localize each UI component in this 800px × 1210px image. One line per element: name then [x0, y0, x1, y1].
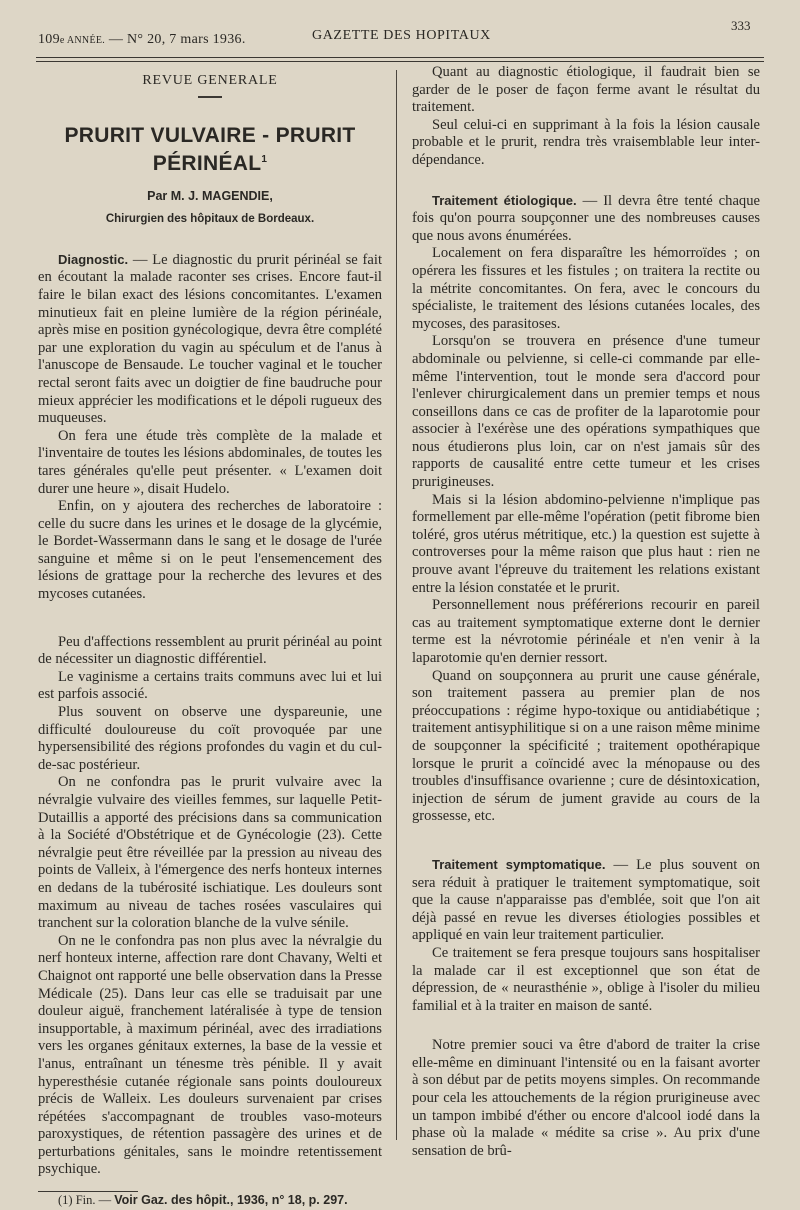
section-heading-symptomatique: Traitement symptomatique. [432, 856, 606, 872]
section-heading-diagnostic: Diagnostic. [58, 251, 129, 267]
footnote-mark: (1) Fin. — [58, 1193, 112, 1208]
paragraph [412, 192, 760, 246]
paragraph: Plus souvent on observe une dyspareunie, une difficulté douloureuse du coït provoquée par une hypersensibilité des régions profondes du vagin et du cul-de-sac postérieur. [38, 704, 382, 773]
paragraph: Le vaginisme a certains traits communs avec lui et lui est parfois associé. [38, 668, 382, 703]
year-number: 109 [38, 32, 60, 47]
paragraph: Enfin, on y ajoutera des recherches de laboratoire : celle du sucre dans les urines et le dosage de la glycémie, le Bordet-Wassermann dans le sang et le dosage de l'urée sanguine et même si on le peut l'ensemencement des lésions de grattage pour la recherche des levures et des mycoses cutanées. [38, 498, 382, 603]
column-divider [396, 70, 397, 1140]
paragraph: On fera une étude très complète de la malade et l'inventaire de toutes les lésions abdominales, de toutes les tares générales qu'elle peut présenter. « L'examen doit durer une heure », disait Hudelo. [38, 427, 382, 497]
paragraph: Seul celui-ci en supprimant à la fois la lésion causale probable et le prurit, rendra très vraisemblable leur inter-dépendance. [412, 116, 760, 168]
issue-date: — N° 20, 7 mars 1936. [108, 32, 246, 47]
paragraph-text: — Il devra être tenté chaque fois qu'on pourra soupçonner une des nombreuses causes que nous avons énumérées. [412, 192, 760, 244]
page-header [0, 0, 800, 60]
paragraph: Lorsqu'on se trouvera en présence d'une tumeur abdominale ou pelvienne, si celle-ci commande par elle-même l'intervention, tout le monde sera d'accord pour l'enlever chirurgicalement dans un premier temps et nous conseillons dans ce cas de profiter de la laparotomie pour associer à l'exérèse une des opérations sympathiques que nous étudierons plus loin, car on n'est jamais sûr des rapports de causalité entre cette tumeur et les crises prurigineuses. [412, 333, 760, 491]
paragraph: On ne le confondra pas non plus avec la névralgie du nerf honteux interne, affection rare dont Chavany, Welti et Chaignot ont rapporté une belle observation dans la Presse Médicale (25). Dans leur cas elle se traduisait par une douleur aiguë, franchement latéralisée à type de tension insupportable, à maximum périnéal, avec des irradiations vers les organes génitaux externes, la base de la vessie et l'anus, entraînant un ténesme très pénible. Il y avait hyperesthésie cutanée régionale sans points douloureux précis de Walleix. Les douleurs survenaient par crises répétées s'accompagnant de troubles vaso-moteurs paroxystiques, de rétention passagère des urines et de perturbations génitales, sans le moindre retentissement psychique. [38, 932, 382, 1178]
journal-title: GAZETTE DES HOPITAUX [312, 28, 491, 43]
article-title-text: PRURIT VULVAIRE - PRURIT PÉRINÉAL [64, 123, 356, 175]
paragraph: Notre premier souci va être d'abord de traiter la crise elle-même en diminuant l'intensité ou en la faisant avorter à son début par de petits moyens simples. On recommande pour cela les attouchements de la région prurigineuse avec un tampon imbibé d'éther ou encore d'alcool iodé dans la phase où la malade « médite sa crise ». Au prix d'une sensation de brû- [412, 1037, 760, 1159]
left-column [38, 70, 382, 1210]
paragraph: Quand on soupçonnera au prurit une cause générale, son traitement passera au premier plan de nos préoccupations : régime hypo-toxique ou antidiabétique ; traitement antisyphilitique si on a une raison même minime de soupçonner la spécificité ; traitement opothérapique lorsque le prurit a coïncidé avec la ménopause ou des troubles d'insuffisance ovarienne ; cure de désintoxication, injection de sérum de jument gravide au cours de la grossesse, etc. [412, 667, 760, 825]
paragraph-text: — Le diagnostic du prurit périnéal se fait en écoutant la malade raconter ses crises. Encore faut-il faire le bilan exact des lésions concomitantes. L'examen minutieux fait en pleine lumière de la région périnéale, après mise en position gynécologique, devra être complété par une exploration du vagin au spéculum et de l'anus à l'anuscope de Bensaude. Le toucher vaginal et le toucher rectal seront faits avec un doigtier de fine baudruche pour mieux apprécier les modifications et le dépoli rugueux des muqueuses. [38, 251, 382, 427]
article-title [38, 124, 382, 176]
issue-info [38, 32, 246, 48]
footnote-reference: Voir Gaz. des hôpit., 1936, n° 18, p. 297. [114, 1193, 348, 1208]
paragraph [38, 251, 382, 428]
paragraph: Localement on fera disparaître les hémorroïdes ; on opérera les fissures et les fistules ; on traitera la rectite ou la métrite concomitantes. On fera, avec le concours du spécialiste, le traitement des lésions cutanées locales, des mycoses, des parasitoses. [412, 245, 760, 332]
paragraph: Quant au diagnostic étiologique, il faudrait bien se garder de le poser de façon ferme avant le résultat du traitement. [412, 64, 760, 116]
header-rule [36, 57, 764, 58]
paragraph: Personnellement nous préférerions recourir en pareil cas au traitement symptomatique externe dont le dernier terme est la névrotomie périnéale et n'en venir à la laparotomie qu'en dernier ressort. [412, 597, 760, 666]
paragraph: Mais si la lésion abdomino-pelvienne n'implique pas formellement par elle-même l'opération (petit fibrome bien toléré, gros utérus métritique, etc.) la question est sujette à controverses pour la même raison que plus haut : rien ne prouve avant l'épreuve du traitement les relations existant entre la lésion constatée et le prurit. [412, 491, 760, 596]
right-column [412, 64, 760, 1160]
page-number: 333 [731, 18, 751, 33]
footnote [38, 1192, 382, 1210]
section-rule [198, 96, 222, 98]
author: Par M. J. MAGENDIE, [147, 188, 273, 203]
header-rule-thin [36, 61, 764, 62]
affiliation: Chirurgien des hôpitaux de Bordeaux. [105, 213, 315, 226]
paragraph [412, 856, 760, 945]
paragraph: On ne confondra pas le prurit vulvaire avec la névralgie vulvaire des vieilles femmes, sur laquelle Petit-Dutaillis a apporté des précisions dans sa communication à la Société d'Obstétrique et de Gynécologie (23). Cette névralgie peut être réveillée par la pression au niveau des points de Valleix, à l'émergence des nerfs honteux internes en dedans de la tubérosité ischiatique. Les douleurs sont maximum au niveau de taches rosées vasculaires qui tranchent sur la coloration blanche de la vulve sénile. [38, 774, 382, 932]
paragraph: Ce traitement se fera presque toujours sans hospitaliser la malade car il est exceptionnel que son état de dépression, de « neurasthénie », oblige à l'isoler du milieu familial et à la traiter en maison de santé. [412, 944, 760, 1014]
section-label: REVUE GENERALE [142, 73, 278, 88]
year-suffix: e ANNÉE. [59, 35, 106, 46]
section-heading-etiologique: Traitement étiologique. [432, 192, 577, 208]
paragraph-text: — Le plus souvent on sera réduit à pratiquer le traitement symptomatique, soit que la cause n'apparaisse pas d'emblée, soit que l'on ait déjà passé en revue les diverses étiologies possibles et appliqué en vain leur traitement particulier. [412, 856, 760, 944]
paragraph: Peu d'affections ressemblent au prurit périnéal au point de nécessiter un diagnostic différentiel. [38, 633, 382, 668]
title-footnote-mark: 1 [261, 153, 268, 165]
